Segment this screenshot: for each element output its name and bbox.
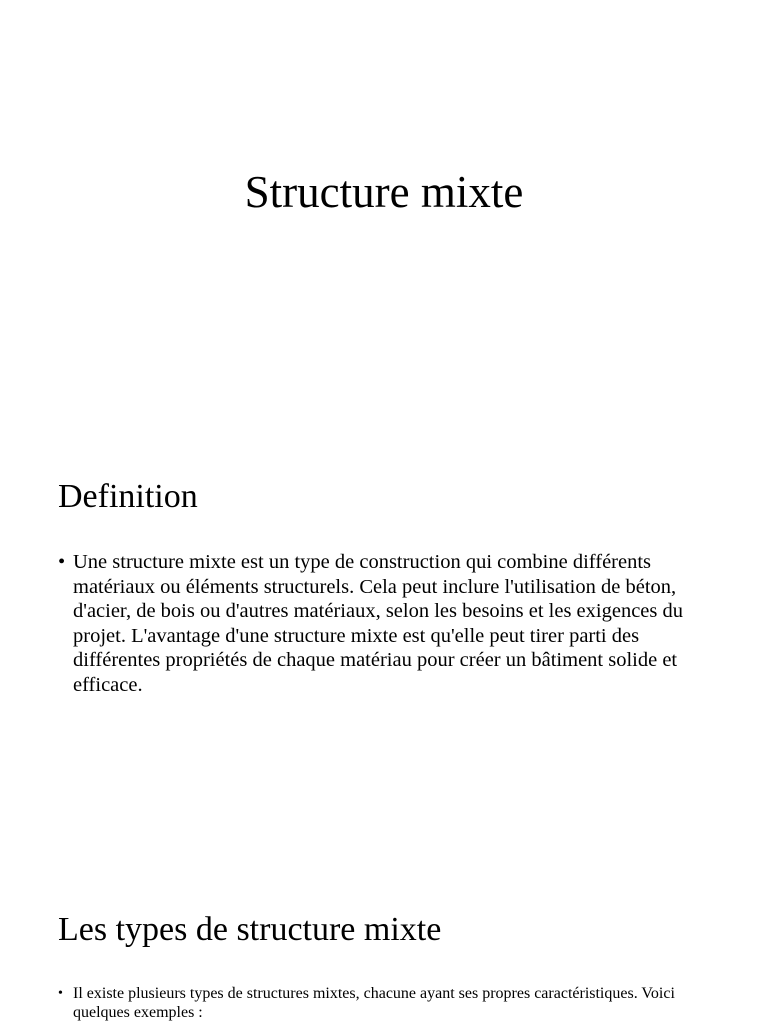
bullet-icon: •: [58, 986, 63, 1001]
list-item: [58, 550, 718, 697]
bullet-icon: •: [58, 551, 66, 573]
definition-bullet-list: [58, 550, 718, 697]
definition-text: Une structure mixte est un type de construction qui combine différents matériaux ou éléments structurels. Cela peut inclure l'utilisation de béton, d'acier, de bois ou d'autres matériaux, selon les besoins et les exigences du projet. L'avantage d'une structure mixte est qu'elle peut tirer parti des différentes propriétés de chaque matériau pour créer un bâtiment solide et efficace.: [73, 551, 683, 696]
list-item: [58, 984, 718, 1022]
types-heading: Les types de structure mixte: [58, 911, 442, 948]
types-bullet-list: [58, 984, 718, 1022]
definition-heading: Definition: [58, 478, 198, 515]
types-intro-text: Il existe plusieurs types de structures mixtes, chacune ayant ses propres caractéristiques. Voici quelques exemples :: [73, 985, 675, 1021]
deck-title: Structure mixte: [244, 167, 524, 217]
title-slide: [0, 0, 768, 430]
